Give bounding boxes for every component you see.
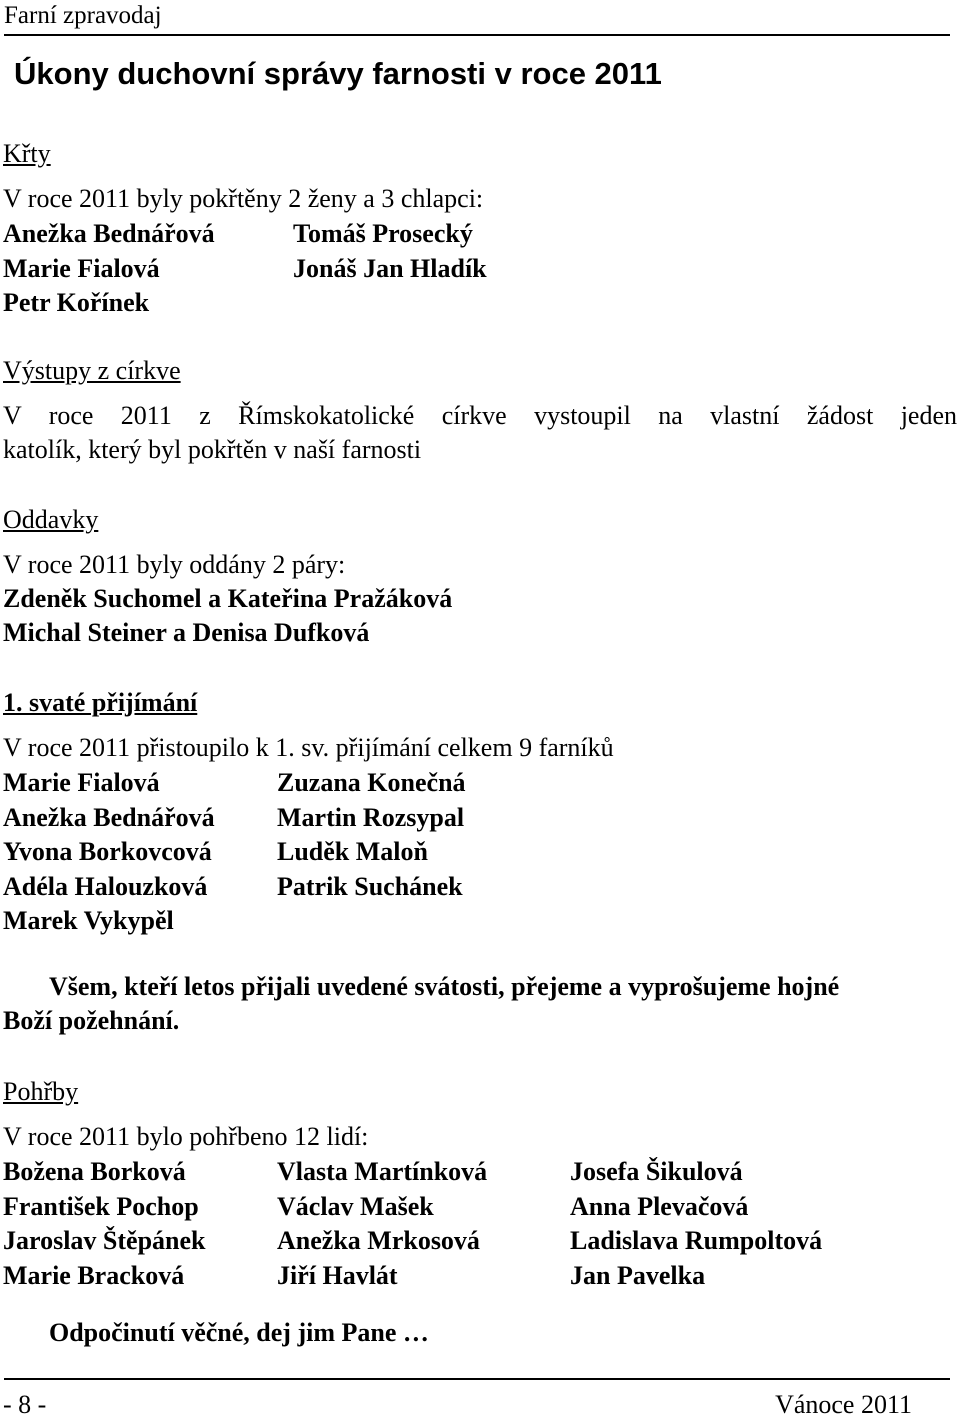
vystupy-line-2: katolík, který byl pokřtěn v naší farnosti [3,435,422,464]
baptized-name: Tomáš Prosecký [293,219,473,248]
blessing-line-1: Všem, kteří letos přijali uvedené svátosti, přejeme a vyprošujeme hojné [49,972,840,1001]
krty-intro: V roce 2011 byly pokřtěny 2 ženy a 3 chlapci: [3,184,484,213]
prijimani-intro: V roce 2011 přistoupilo k 1. sv. přijímání celkem 9 farníků [3,733,614,762]
vystupy-heading: Výstupy z církve [3,356,181,385]
header-title: Farní zpravodaj [4,2,162,29]
deceased-name: Anna Plevačová [570,1191,749,1221]
communicant-name: Zuzana Konečná [277,768,466,797]
oddavky-intro: V roce 2011 byly oddány 2 páry: [3,550,346,579]
communicant-name: Marie Fialová [3,768,160,797]
deceased-name: František Pochop [3,1191,199,1221]
prijimani-heading: 1. svaté přijímání [3,688,198,717]
deceased-name: Vlasta Martínková [277,1157,488,1186]
deceased-name: Jaroslav Štěpánek [3,1226,206,1255]
communicant-name: Marek Vykypěl [3,906,174,935]
baptized-name: Marie Fialová [3,253,160,283]
baptized-name: Petr Kořínek [3,288,150,317]
page-title: Úkony duchovní správy farnosti v roce 2011 [14,56,662,91]
deceased-name: Anežka Mrkosová [277,1226,480,1255]
issue-name: Vánoce 2011 [775,1390,912,1419]
blessing-paragraph [3,970,957,1038]
deceased-name: Jiří Havlát [277,1260,398,1290]
communicant-name: Anežka Bednářová [3,802,215,832]
krty-heading: Křty [3,139,51,168]
wedding-pair: Michal Steiner a Denisa Dufková [3,618,370,647]
deceased-name: Ladislava Rumpoltová [570,1226,823,1255]
communicant-name: Yvona Borkovcová [3,837,212,866]
pohrby-intro: V roce 2011 bylo pohřbeno 12 lidí: [3,1122,369,1151]
deceased-name: Václav Mašek [277,1191,434,1221]
communicant-name: Luděk Maloň [277,837,428,866]
vystupy-line-1: V roce 2011 z Římskokatolické církve vystoupil na vlastní žádost jeden [3,401,957,430]
communicant-name: Adéla Halouzková [3,871,208,901]
wedding-pair: Zdeněk Suchomel a Kateřina Pražáková [3,584,453,613]
footer-divider [4,1378,950,1380]
blessing-line-2: Boží požehnání. [3,1006,180,1035]
deceased-name: Jan Pavelka [570,1260,706,1290]
communicant-name: Martin Rozsypal [277,802,465,832]
deceased-name: Marie Bracková [3,1260,185,1290]
page-header [4,0,950,36]
pohrby-heading: Pohřby [3,1077,79,1106]
closing-prayer: Odpočinutí věčné, dej jim Pane … [49,1318,429,1347]
oddavky-heading: Oddavky [3,505,99,534]
baptized-name: Anežka Bednářová [3,219,215,248]
communicant-name: Patrik Suchánek [277,871,463,901]
baptized-name: Jonáš Jan Hladík [293,253,487,283]
page-number: - 8 - [3,1390,47,1419]
deceased-name: Božena Borková [3,1157,186,1186]
deceased-name: Josefa Šikulová [570,1157,743,1186]
